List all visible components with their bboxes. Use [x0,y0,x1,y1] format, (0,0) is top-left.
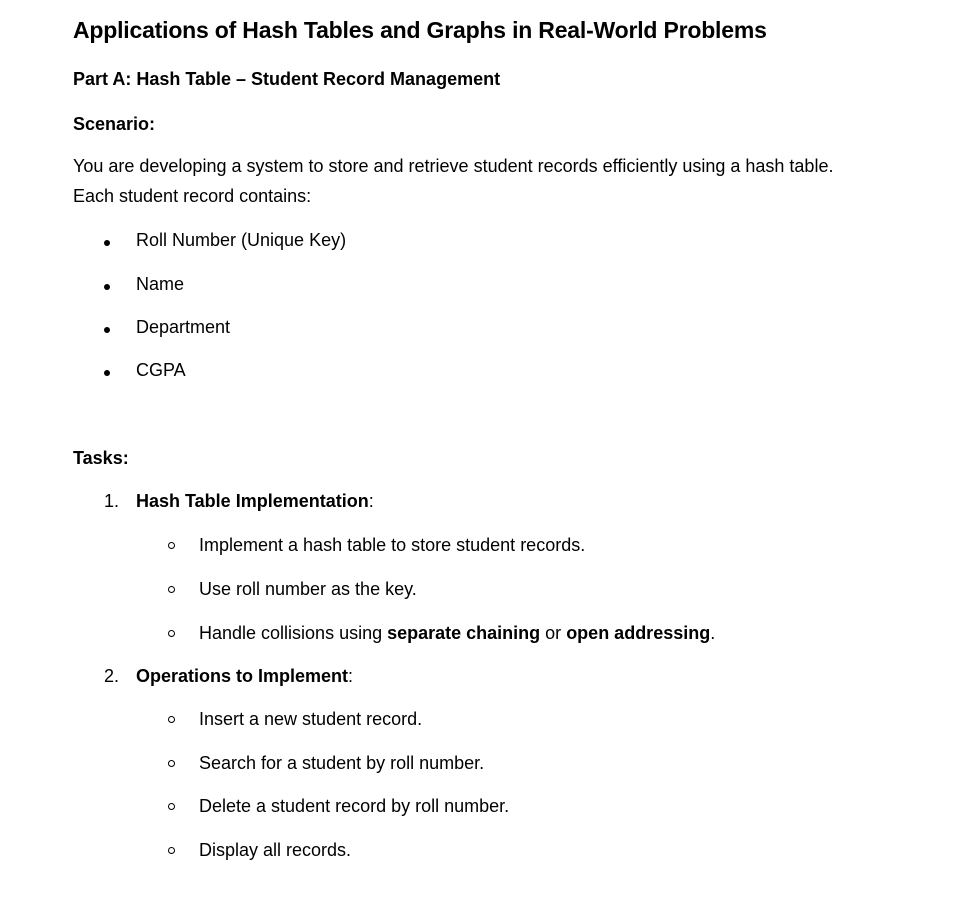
list-item: Display all records. [199,840,352,860]
circle-bullet-icon [168,847,175,854]
task-title: Operations to Implement: [136,666,354,686]
list-item: Handle collisions using separate chaining or open addressing. [199,623,716,643]
bullet-icon [104,240,110,246]
circle-bullet-icon [168,716,175,723]
list-item-field: Department [136,317,231,337]
circle-bullet-icon [168,542,175,549]
scenario-line-1: You are developing a system to store and retrieve student records efficiently using a hash table. [73,156,834,176]
scenario-heading: Scenario: [73,114,156,134]
list-item-field: Roll Number (Unique Key) [136,230,347,250]
task-title: Hash Table Implementation: [136,491,374,511]
task-number: 2. [104,666,120,686]
bullet-icon [104,327,110,333]
list-item: Search for a student by roll number. [199,753,485,773]
circle-bullet-icon [168,803,175,810]
circle-bullet-icon [168,760,175,767]
list-item-field: CGPA [136,360,186,380]
list-item: Delete a student record by roll number. [199,796,510,816]
tasks-heading: Tasks: [73,448,129,468]
task-number: 1. [104,491,120,511]
bullet-icon [104,284,110,290]
scenario-line-2: Each student record contains: [73,186,312,206]
circle-bullet-icon [168,630,175,637]
list-item: Use roll number as the key. [199,579,417,599]
bullet-icon [104,370,110,376]
document-title: Applications of Hash Tables and Graphs in Real-World Problems [73,17,767,43]
circle-bullet-icon [168,586,175,593]
part-a-heading: Part A: Hash Table – Student Record Management [73,69,501,89]
list-item: Insert a new student record. [199,709,423,729]
list-item: Implement a hash table to store student records. [199,535,586,555]
list-item-field: Name [136,274,185,294]
